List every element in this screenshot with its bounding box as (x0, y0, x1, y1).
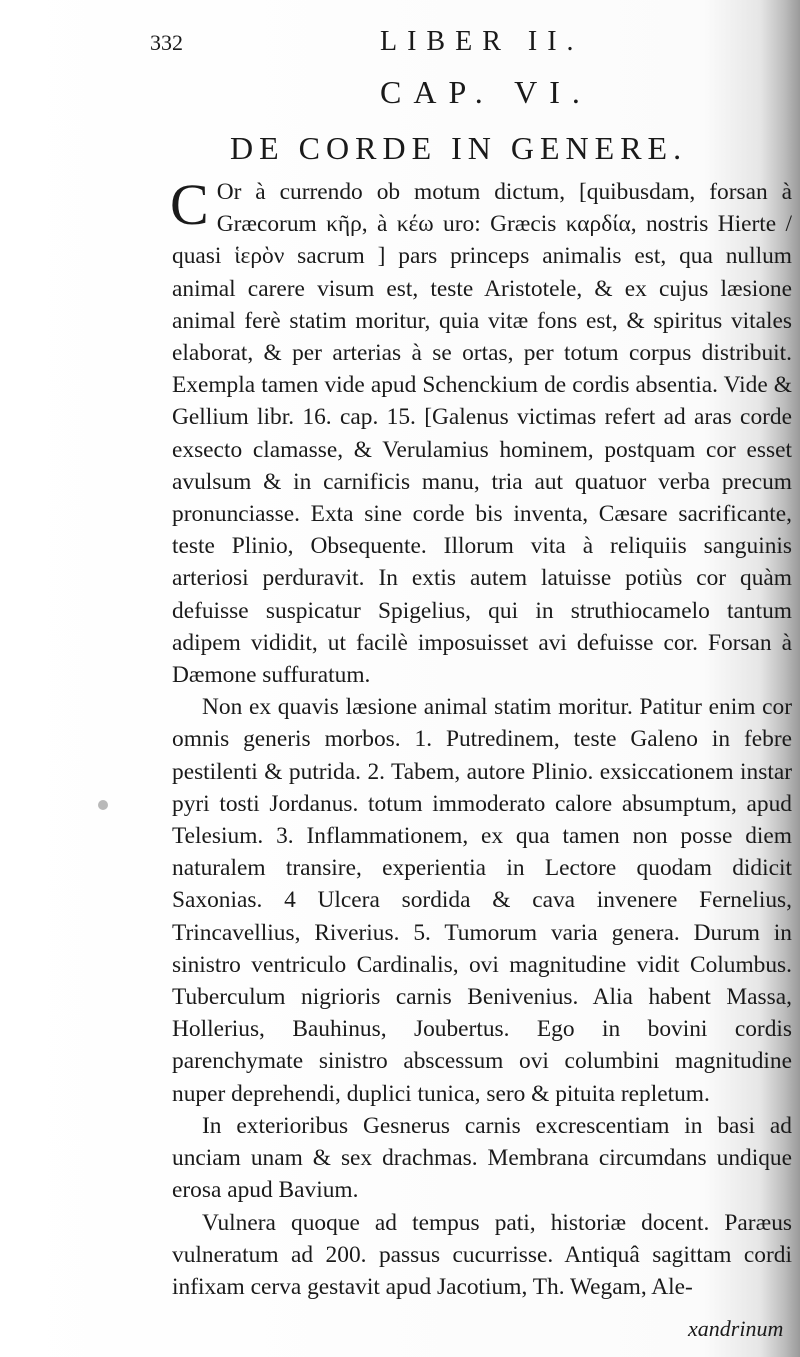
catchword: xandrinum (688, 1316, 784, 1341)
paragraph-2: Non ex quavis læsione animal statim moritur. Patitur enim cor omnis generis morbos. 1. Putredinem, teste Galeno in febre pestilenti & putrida. 2. Tabem, autore Plinio. exsiccationem instar pyri tosti Jordanus. totum immoderato calore absumptum, apud Telesium. 3. Inflammationem, ex qua tamen non posse diem naturalem transire, experientia in Lectore quodam didicit Saxonias. 4 Ulcera sordida & cava invenere Fernelius, Trincavellius, Riverius. 5. Tumorum varia genera. Durum in sinistro ventriculo Cardinalis, ovi magnitudine vidit Columbus. Tuberculum nigrioris carnis Benivenius. Alia habent Massa, Hollerius, Bauhinus, Joubertus. Ego in bovini cordis parenchymate sinistro abscessum ovi columbini magnitudine nuper deprehendi, duplici tunica, sero & pituita repletum. (172, 694, 792, 1107)
body-text (170, 172, 792, 1303)
ink-smudge (98, 800, 108, 810)
chapter-title: DE CORDE IN GENERE. (230, 130, 688, 166)
chapter-heading: CAP. VI. (380, 74, 592, 110)
paragraph-1-text: Or à currendo ob motum dictum, [quibusdam, forsan à Græcorum κῆρ, à κέω uro: Græcis καρδία, nostris Hierte / quasi ἱερὸν sacrum ] pars princeps animalis est, qua nullum animal carere visum est, teste Aristotele, & ex cujus læsione animal ferè statim moritur, quia vitæ fons est, & spiritus vitales elaborat, & per arterias à se ortas, per totum corpus distribuit. Exempla tamen vide apud Schenckium de cordis absentia. Vide & Gellium libr. 16. cap. 15. [Galenus victimas refert ad aras corde exsecto clamasse, & Verulamius hominem, postquam cor esset avulsum & in carnificis manu, tria aut quatuor verba precum pronunciasse. Exta sine corde bis inventa, Cæsare sacrificante, teste Plinio, Obsequente. Illorum vita à reliquiis sanguinis arteriosi perduravit. In extis autem latuisse potiùs cor quàm defuisse suspicatur Spigelius, qui in struthiocamelo tantum adipem vididit, ut facilè imposuisset avi defuisse cor. Forsan à Dæmone suffuratum. (172, 179, 792, 689)
page-number: 332 (150, 30, 183, 55)
drop-capital: C (170, 172, 209, 237)
running-title: LIBER II. (380, 26, 584, 57)
paragraph-3: In exterioribus Gesnerus carnis excrescentiam in basi ad unciam unam & sex drachmas. Membrana circumdans undique erosa apud Bavium. (172, 1112, 792, 1204)
paragraph-4: Vulnera quoque ad tempus pati, historiæ docent. Paræus vulneratum ad 200. passus cucurrisse. Antiquâ sagittam cordi infixam cerva gestavit apud Jacotium, Th. Wegam, Ale- (172, 1209, 792, 1300)
running-head (150, 22, 620, 62)
paragraph-1 (170, 172, 792, 691)
